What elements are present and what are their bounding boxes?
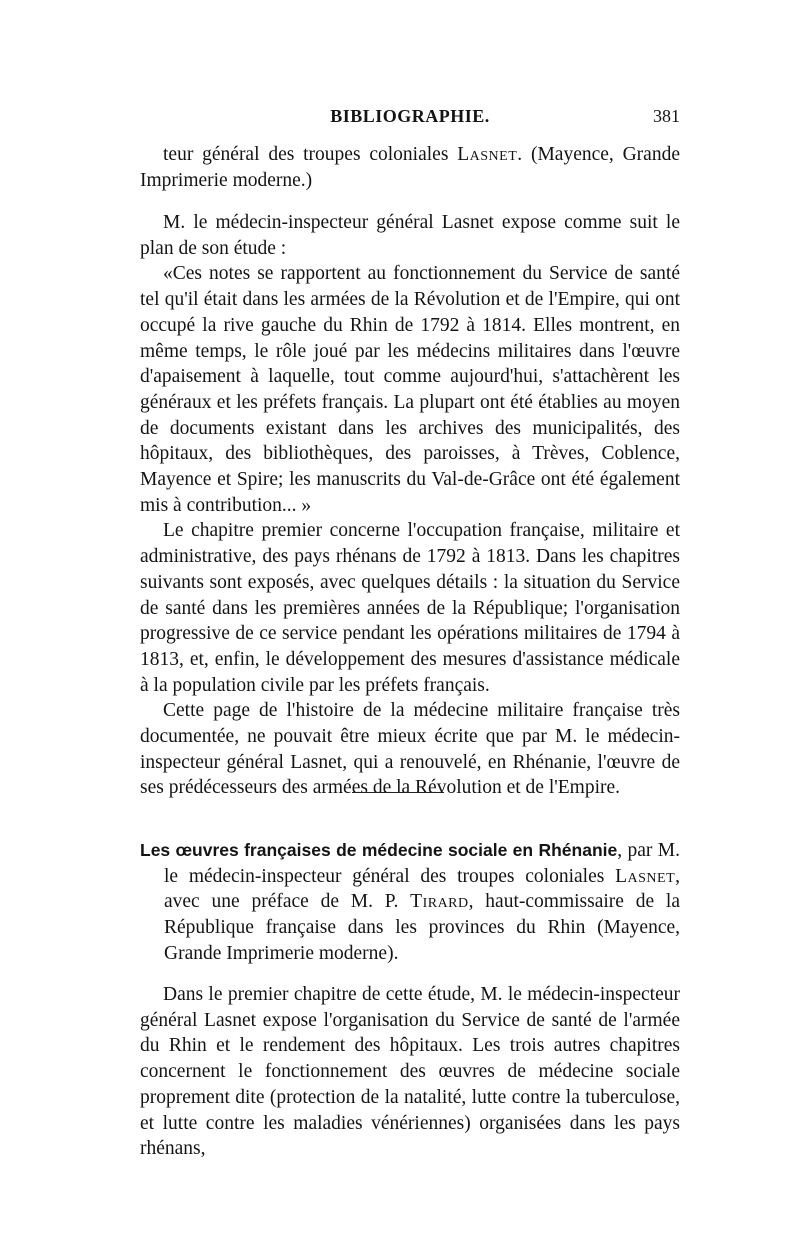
entry-title: Les œuvres françaises de médecine sociale en Rhénanie	[140, 840, 618, 860]
review-entry-lasnet-revolution	[140, 142, 680, 193]
running-header	[140, 106, 680, 130]
preface-author-name: Tirard	[410, 891, 469, 913]
review-entry-medecine-sociale	[140, 838, 680, 967]
paragraph: «Ces notes se rapportent au fonctionnement du Service de santé tel qu'il était dans les armées de la Révolution et de l'Empire, qui ont occupé la rive gauche du Rhin de 1792 à 1814. Elles montrent, en même temps, le rôle joué par les médecins militaires dans l'œuvre d'apaisement à laquelle, tout comme aujourd'hui, s'attachèrent les généraux et les préfets français. La plupart ont été établies au moyen de documents existant dans les archives des municipalités, des hôpitaux, des bibliothèques, des paroisses, à Trèves, Coblence, Mayence et Spire; les manuscrits du Val-de-Grâce ont été également mis à contribution... »	[140, 263, 680, 516]
author-name: Lasnet	[615, 865, 676, 887]
review-body-1	[140, 210, 680, 801]
entry-citation: Les œuvres françaises de médecine sociale en Rhénanie, par M. le médecin-inspecteur général des troupes coloniales Lasnet, avec une préface de M. P. Tirard, haut-commissaire de la République française dans les provinces du Rhin (Mayence, Grande Imprimerie moderne).	[140, 840, 680, 964]
review-body-2	[140, 982, 680, 1162]
section-divider	[352, 792, 444, 793]
paragraph: Le chapitre premier concerne l'occupation française, militaire et administrative, des pays rhénans de 1792 à 1813. Dans les chapitres suivants sont exposés, avec quelques détails : la situation du Service de santé dans les premières années de la République; l'organisation progressive de ce service pendant les opérations militaires de 1794 à 1813, et, enfin, le développement des mesures d'assistance médicale à la population civile par les préfets français.	[140, 520, 680, 696]
paragraph: Dans le premier chapitre de cette étude, M. le médecin-inspecteur général Lasnet expose l'organisation du Service de santé de l'armée du Rhin et le rendement des hôpitaux. Les trois autres chapitres concernent le fonctionnement des œuvres de médecine sociale proprement dite (protection de la natalité, lutte contre la tuberculose, et lutte contre les maladies vénériennes) organisées dans les pays rhénans,	[140, 984, 680, 1160]
running-title: BIBLIOGRAPHIE.	[330, 106, 490, 126]
paragraph: Cette page de l'histoire de la médecine militaire française très documentée, ne pouvait être mieux écrite que par M. le médecin-inspecteur général Lasnet, qui a renouvelé, en Rhénanie, l'œuvre de ses prédécesseurs des armées de la Révolution et de l'Empire.	[140, 700, 680, 799]
paragraph: M. le médecin-inspecteur général Lasnet expose comme suit le plan de son étude :	[140, 212, 680, 259]
citation-continuation: teur général des troupes coloniales Lasnet. (Mayence, Grande Imprimerie moderne.)	[140, 144, 680, 191]
author-name: Lasnet	[457, 144, 518, 165]
page-number: 381	[653, 106, 680, 126]
